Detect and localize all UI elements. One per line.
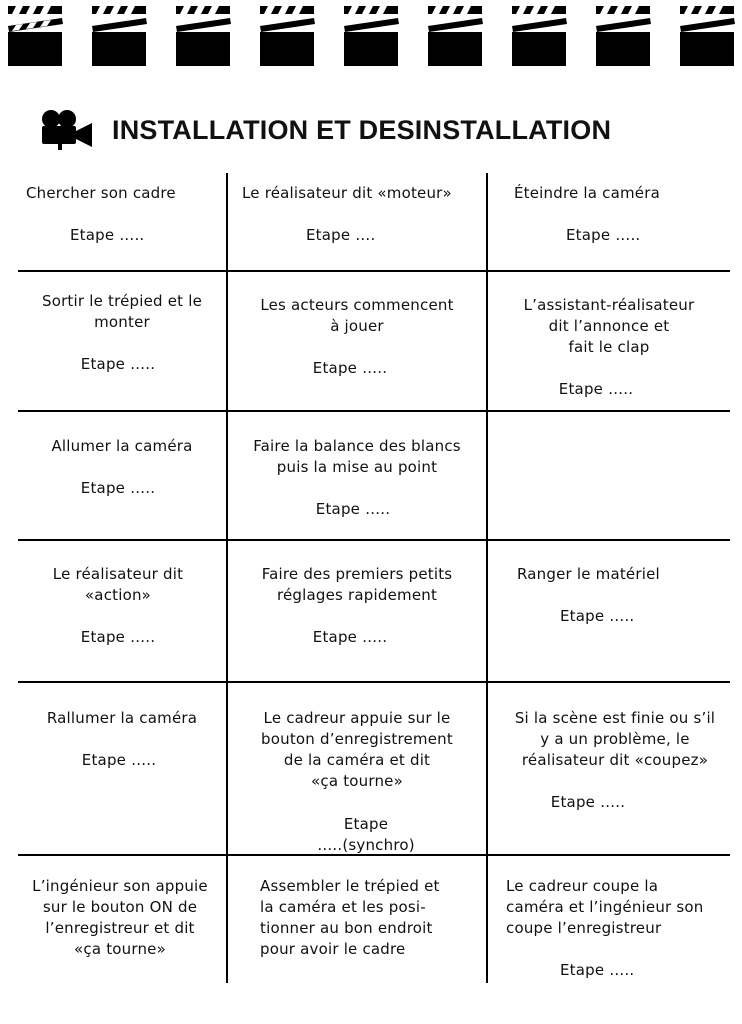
step-cell — [18, 708, 226, 769]
step-cell — [18, 436, 226, 497]
step-cell — [242, 183, 482, 244]
step-number: Etape …. — [306, 226, 376, 244]
step-number: Etape ….. — [312, 359, 388, 377]
step-cell — [488, 708, 742, 811]
step-text: Si la scène est finie ou s’il y a un problème, le réalisateur dit «coupez» — [514, 709, 716, 769]
page-title: INSTALLATION ET DESINSTALLATION — [112, 114, 612, 145]
step-number: Etape ….. — [80, 355, 156, 373]
step-number: Etape ….. — [80, 479, 156, 497]
step-cell — [517, 564, 727, 625]
step-text: Le réalisateur dit «moteur» — [242, 184, 452, 202]
step-text: Sortir le trépied et le monter — [41, 292, 203, 331]
step-number: Etape ….. — [312, 628, 388, 646]
step-number: Etape ….. — [550, 793, 626, 811]
step-text: Faire des premiers petits réglages rapidement — [261, 565, 453, 604]
step-cell — [228, 564, 486, 646]
step-number: Etape ….. — [315, 500, 391, 518]
row-divider — [18, 270, 730, 272]
step-text: Chercher son cadre — [26, 184, 176, 202]
step-cell — [488, 295, 730, 398]
step-text: Le réalisateur dit «action» — [52, 565, 184, 604]
step-cell — [228, 295, 486, 377]
step-cell — [228, 708, 486, 854]
step-number: Etape ….. — [566, 226, 641, 244]
step-text: Ranger le matériel — [517, 565, 660, 583]
step-text: Assembler le trépied et la caméra et les posi- tionner au bon endroit pour avoir le cadre — [260, 877, 440, 958]
row-divider — [18, 410, 730, 412]
step-text: Le cadreur coupe la caméra et l’ingénieur son coupe l’enregistreur — [506, 877, 704, 937]
step-text: Les acteurs commencent à jouer — [260, 296, 454, 335]
step-number: Etape ….. — [70, 226, 145, 244]
step-cell — [228, 436, 486, 518]
step-text: Rallumer la caméra — [46, 709, 198, 727]
step-cell — [18, 564, 218, 646]
step-number: Etape ….. — [80, 628, 156, 646]
step-number: Etape ….. — [560, 607, 635, 625]
step-text: L’assistant-réalisateur dit l’annonce et fait le clap — [523, 296, 695, 356]
step-text: Éteindre la caméra — [514, 184, 660, 202]
row-divider — [18, 539, 730, 541]
step-cell — [26, 183, 216, 244]
step-cell — [260, 876, 486, 960]
step-number: Etape ….. — [81, 751, 157, 769]
step-cell — [14, 876, 226, 960]
step-text: Faire la balance des blancs puis la mise au point — [253, 437, 461, 476]
step-number: Etape ….. — [558, 380, 634, 398]
step-number: Etape ….. — [560, 961, 635, 979]
step-number: Etape …..(synchro) — [317, 815, 415, 854]
step-text: Allumer la caméra — [51, 437, 193, 455]
step-cell — [506, 876, 736, 979]
row-divider — [18, 681, 730, 683]
step-text: L’ingénieur son appuie sur le bouton ON de l’enregistreur et dit «ça tourne» — [32, 877, 208, 958]
step-cell — [514, 183, 724, 244]
step-text: Le cadreur appuie sur le bouton d’enregistrement de la caméra et dit «ça tourne» — [261, 709, 453, 790]
step-cell — [18, 291, 226, 373]
